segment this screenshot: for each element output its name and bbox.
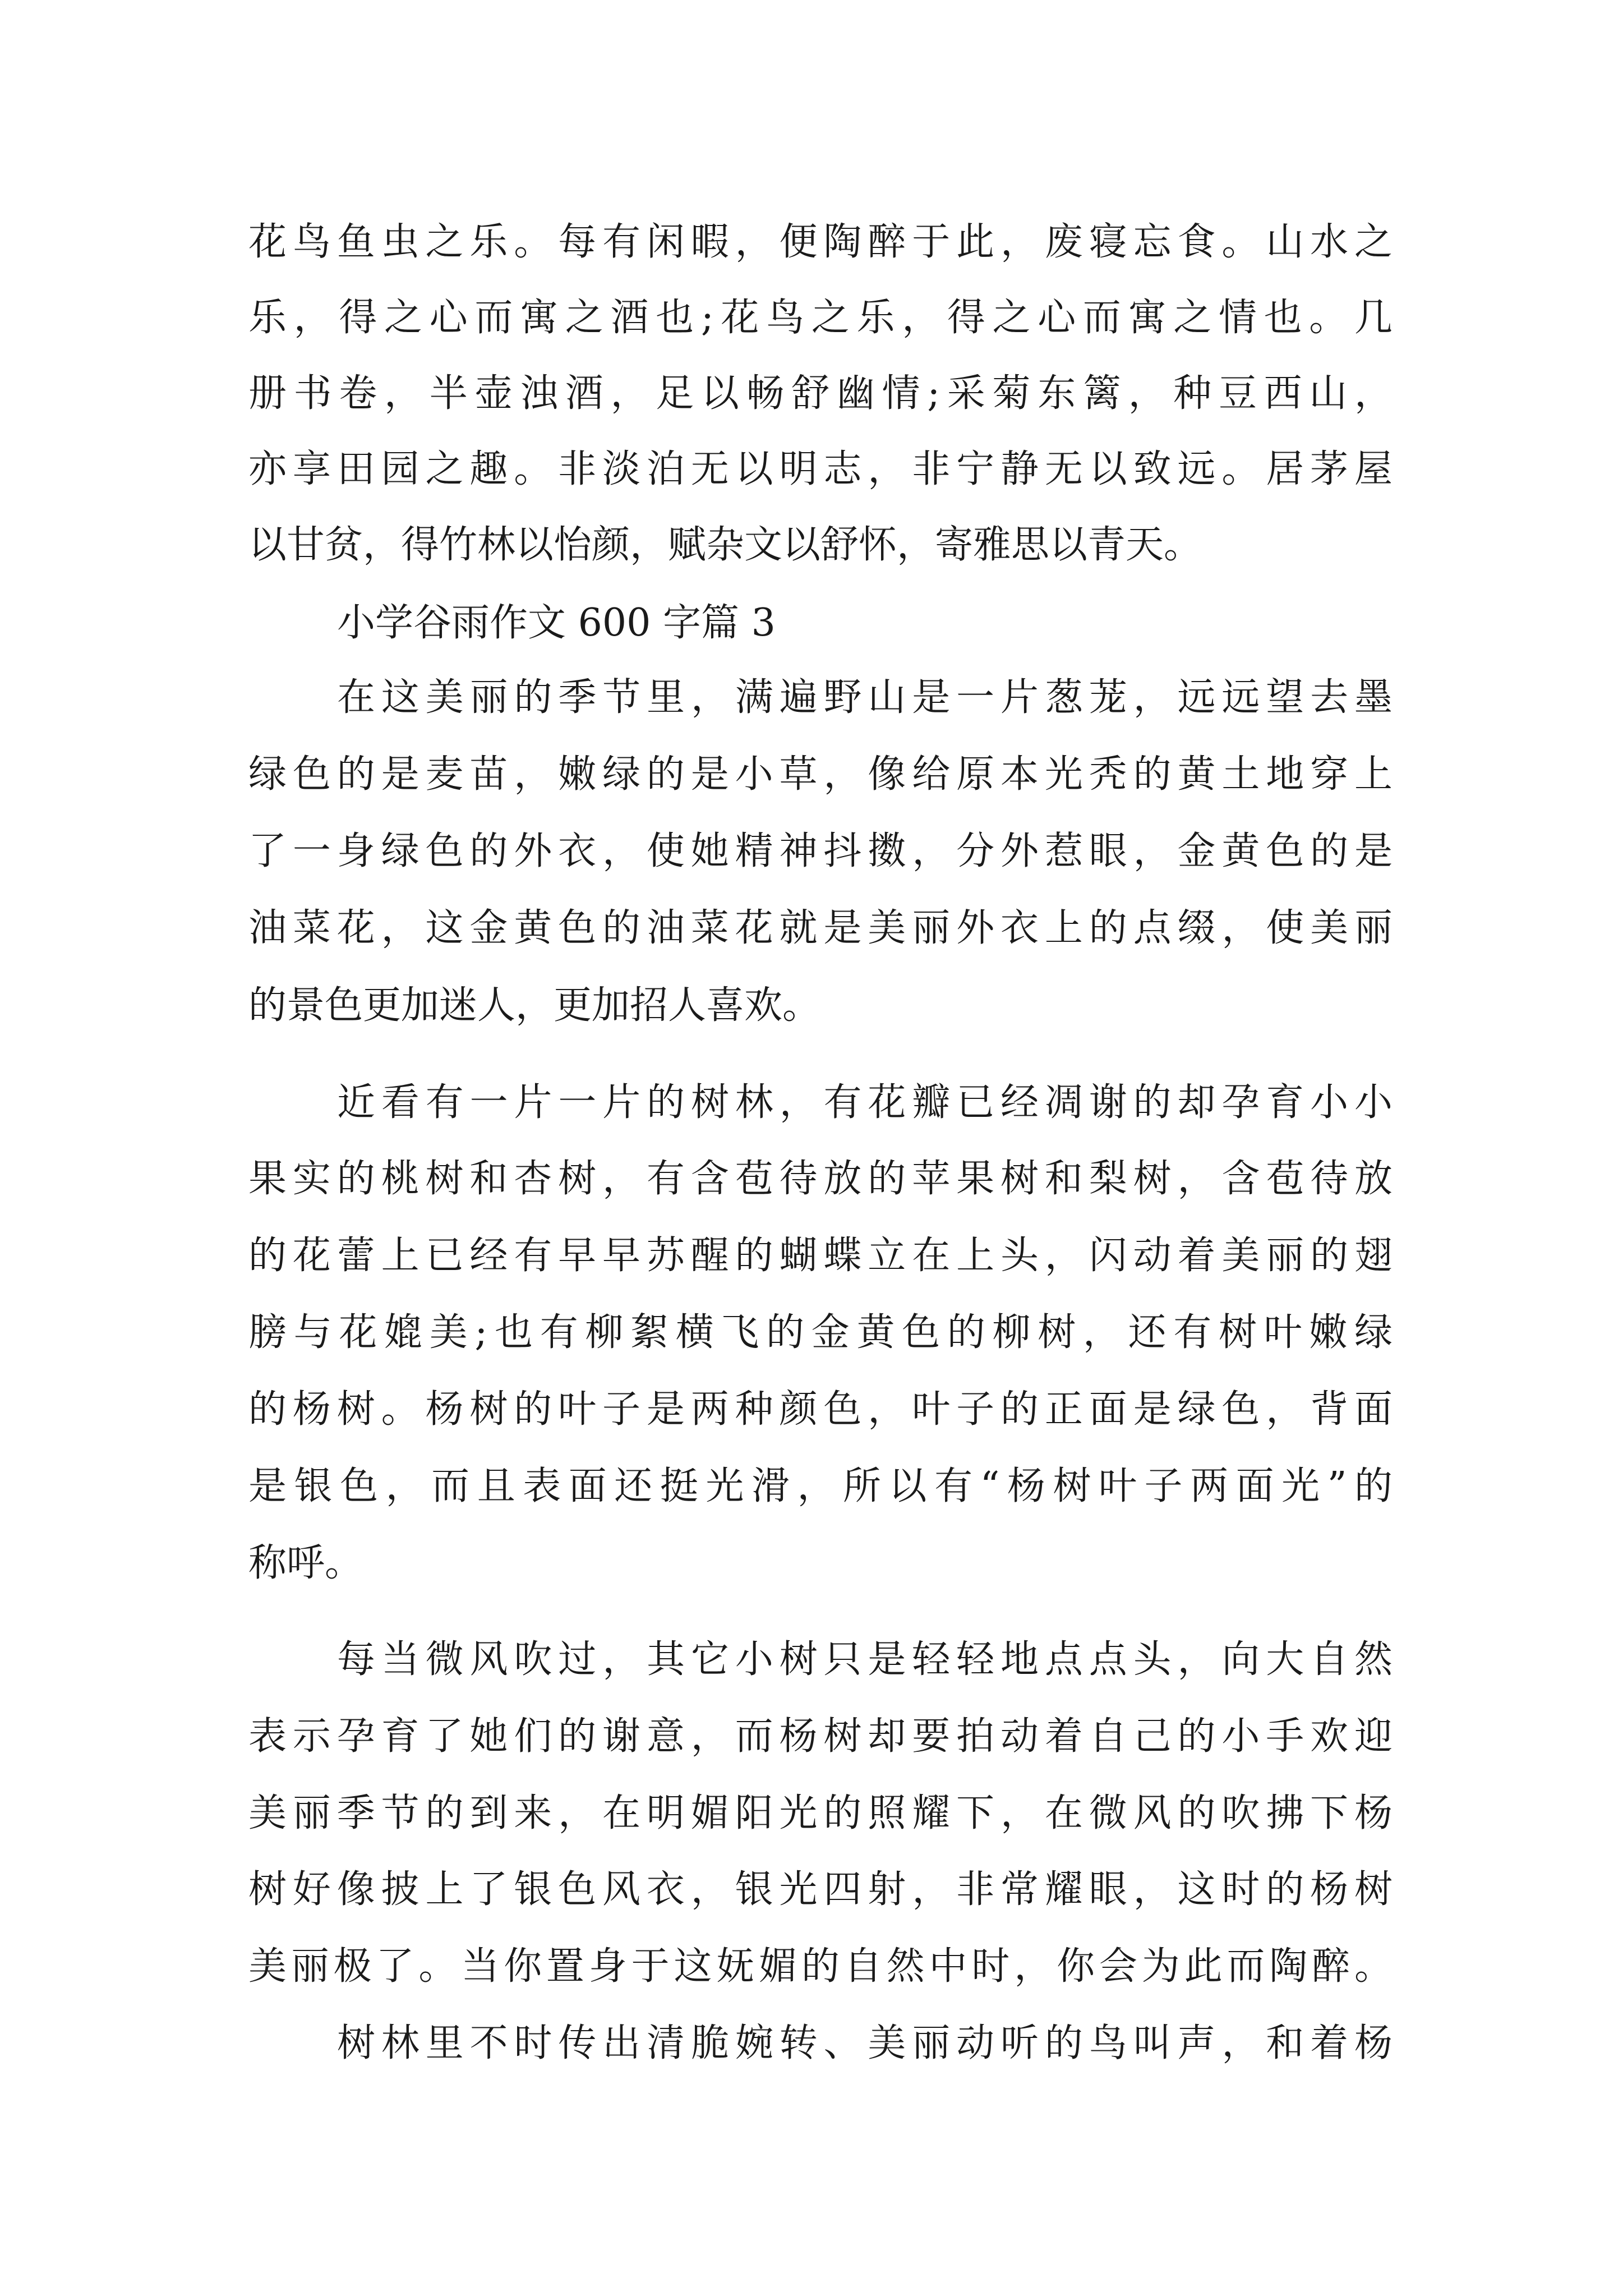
paragraph-intro-line: 册书卷，半壶浊酒，足以畅舒幽情;采菊东篱，种豆西山， [248,371,1393,416]
paragraph-1-line: 在这美丽的季节里，满遍野山是一片葱茏，远远望去墨 [337,675,1393,720]
paragraph-1-line: 绿色的是麦苗，嫩绿的是小草，像给原本光秃的黄土地穿上 [248,752,1393,797]
paragraph-1-line: 油菜花，这金黄色的油菜花就是美丽外衣上的点缀，使美丽 [248,906,1393,950]
paragraph-intro-line: 亦享田园之趣。非淡泊无以明志，非宁静无以致远。居茅屋 [248,447,1393,491]
paragraph-3-line: 美丽极了。当你置身于这妩媚的自然中时，你会为此而陶醉。 [248,1944,1393,1989]
paragraph-1-line: 了一身绿色的外衣，使她精神抖擞，分外惹眼，金黄色的是 [248,829,1393,873]
section-heading: 小学谷雨作文 600 字篇 3 [337,601,776,645]
paragraph-3-line: 每当微风吹过，其它小树只是轻轻地点点头，向大自然 [337,1637,1393,1682]
paragraph-2-line: 的杨树。杨树的叶子是两种颜色，叶子的正面是绿色，背面 [248,1387,1393,1432]
paragraph-2-line: 称呼。 [248,1541,363,1585]
paragraph-3-line: 表示孕育了她们的谢意，而杨树却要拍动着自己的小手欢迎 [248,1714,1393,1759]
paragraph-4-line: 树林里不时传出清脆婉转、美丽动听的鸟叫声，和着杨 [337,2021,1393,2065]
paragraph-2-line: 膀与花媲美;也有柳絮横飞的金黄色的柳树，还有树叶嫩绿 [248,1310,1393,1355]
paragraph-2-line: 果实的桃树和杏树，有含苞待放的苹果树和梨树，含苞待放 [248,1157,1393,1201]
paragraph-2-line: 近看有一片一片的树林，有花瓣已经凋谢的却孕育小小 [337,1080,1393,1125]
paragraph-intro-line: 乐，得之心而寓之酒也;花鸟之乐，得之心而寓之情也。几 [248,296,1393,340]
paragraph-3-line: 树好像披上了银色风衣，银光四射，非常耀眼，这时的杨树 [248,1867,1393,1912]
paragraph-1-line: 的景色更加迷人，更加招人喜欢。 [248,983,821,1028]
paragraph-2-line: 的花蕾上已经有早早苏醒的蝴蝶立在上头，闪动着美丽的翅 [248,1234,1393,1278]
paragraph-intro-line: 以甘贫，得竹林以怡颜，赋杂文以舒怀，寄雅思以青天。 [248,523,1202,567]
paragraph-2-line: 是银色，而且表面还挺光滑，所以有“杨树叶子两面光”的 [248,1464,1393,1508]
paragraph-intro-line: 花鸟鱼虫之乐。每有闲暇，便陶醉于此，废寝忘食。山水之 [248,220,1393,264]
paragraph-3-line: 美丽季节的到来，在明媚阳光的照耀下，在微风的吹拂下杨 [248,1791,1393,1835]
